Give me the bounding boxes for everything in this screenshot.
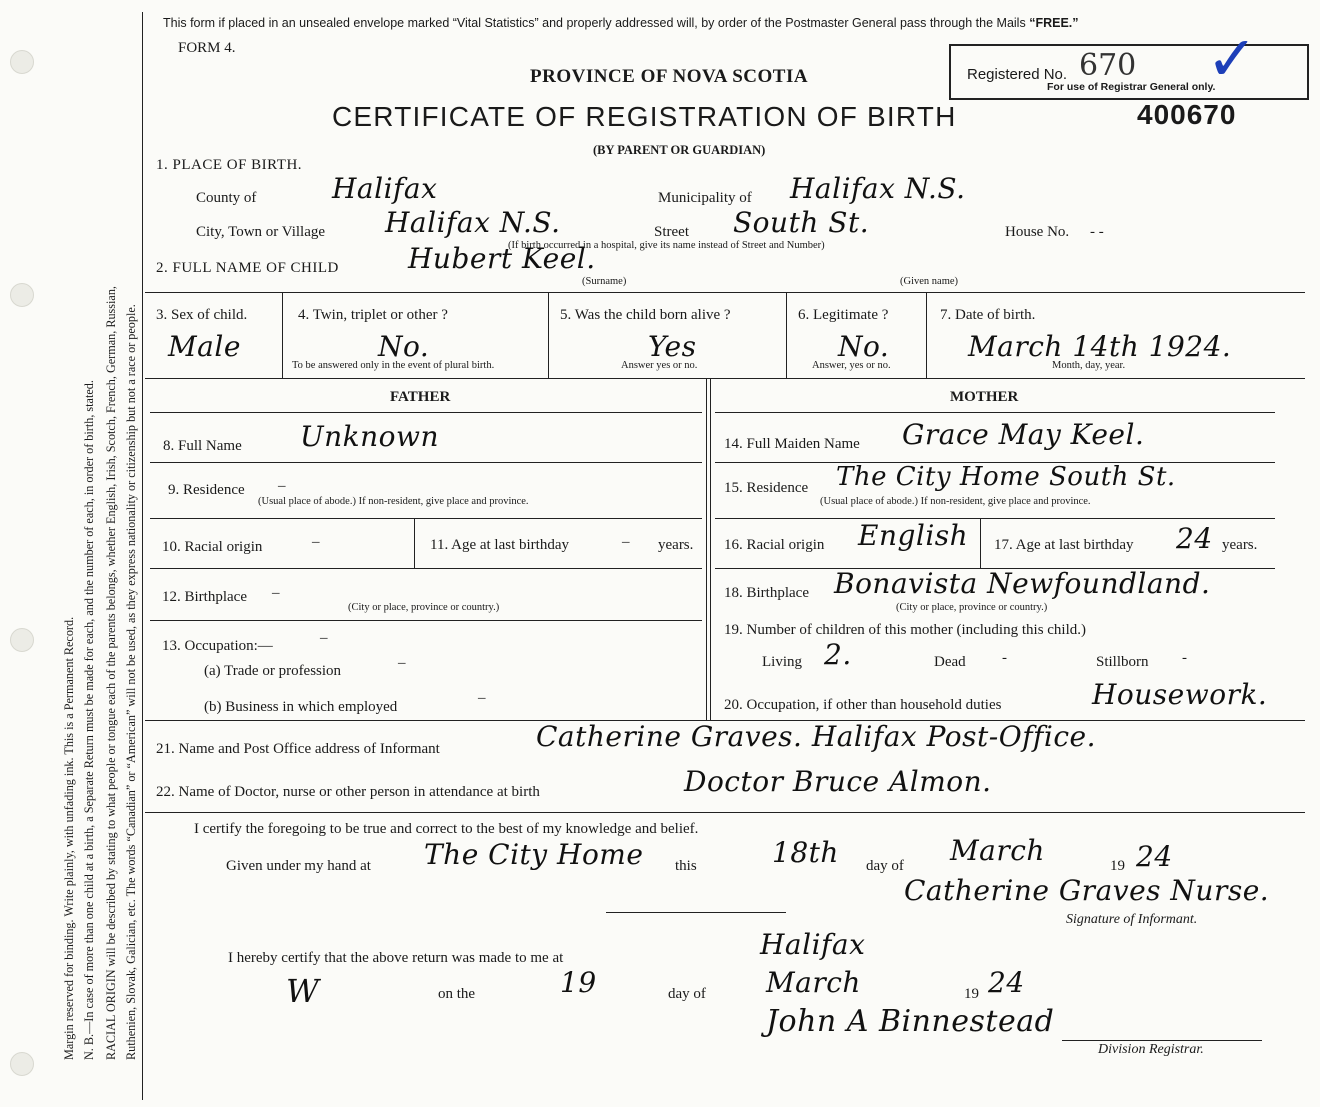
signature-rule (606, 912, 786, 913)
margin-note-3: RACIAL ORIGIN will be described by stating to what people or tongue each of the parents belongs, whether English, Irish, Scotch, French, German, Russian, (104, 286, 118, 1060)
father-residence-note: (Usual place of abode.) If non-resident, give place and province. (258, 496, 529, 507)
attendant-value: Doctor Bruce Almon. (684, 765, 992, 798)
document-subtitle: (BY PARENT OR GUARDIAN) (593, 143, 766, 157)
margin-note-2: N. B.—In case of more than one child at a birth, a Separate Return must be made for each, and the number of each, in order of birth, stated. (82, 380, 96, 1060)
form-number: FORM 4. (178, 40, 236, 56)
this-label: this (675, 858, 697, 874)
registrar-note: For use of Registrar General only. (1047, 81, 1216, 93)
informant-value: Catherine Graves. Halifax Post-Office. (536, 720, 1097, 753)
dead-label: Dead (934, 654, 966, 670)
given-year: 24 (1136, 840, 1173, 873)
dead-value: - (1002, 650, 1007, 666)
mother-age-label: 17. Age at last birthday (994, 537, 1134, 553)
alive-label: 5. Was the child born alive ? (560, 307, 731, 323)
registrar-year: 24 (988, 966, 1025, 999)
registered-label: Registered No. (967, 66, 1068, 83)
binding-hole (10, 1052, 34, 1076)
col-rule-3 (282, 292, 283, 378)
alive-note: Answer yes or no. (621, 360, 698, 371)
rule-headings-m (715, 412, 1275, 413)
margin-note-4: Ruthenien, Slovak, Galician, etc. The words “Canadian” or “American” will not be used, as they express nationality or citizenship but not a race or people. (124, 304, 138, 1060)
rule-headings (150, 412, 702, 413)
child-name-value: Hubert Keel. (408, 242, 596, 275)
center-rule-2 (710, 378, 711, 720)
informant-signature: Catherine Graves Nurse. (904, 874, 1270, 907)
registrar-mark: W (286, 972, 320, 1010)
father-occupation-value: – (320, 630, 328, 646)
registrar-on-the-label: on the (438, 986, 476, 1002)
registrar-signature: John A Binnestead (766, 1004, 1055, 1039)
check-mark-icon: ✓ (1206, 22, 1258, 95)
father-residence-label: 9. Residence (168, 482, 245, 498)
father-heading: FATHER (390, 389, 451, 405)
mother-residence-value: The City Home South St. (836, 462, 1176, 492)
legitimate-value: No. (838, 330, 890, 363)
mother-residence-note: (Usual place of abode.) If non-resident, give place and province. (820, 496, 1091, 507)
place-of-birth-heading: 1. PLACE OF BIRTH. (156, 157, 303, 173)
mother-age-unit: years. (1222, 537, 1258, 553)
given-month: March (950, 834, 1045, 867)
binding-hole (10, 283, 34, 307)
rule-f2 (150, 518, 702, 519)
attendant-label: 22. Name of Doctor, nurse or other person in attendance at birth (156, 784, 540, 800)
living-value: 2. (824, 638, 852, 671)
rule-1 (145, 292, 1305, 293)
postal-notice-text: This form if placed in an unsealed envelope marked “Vital Statistics” and properly addressed will, by order of the Postmaster General pass through the Mails (163, 16, 1026, 30)
mother-birthplace-label: 18. Birthplace (724, 585, 809, 601)
col-rule-4 (548, 292, 549, 378)
col-rule-5 (786, 292, 787, 378)
given-place: The City Home (424, 838, 644, 871)
given-day-of-label: day of (866, 858, 904, 874)
mother-birthplace-value: Bonavista Newfoundland. (834, 567, 1211, 600)
dob-value: March 14th 1924. (968, 330, 1232, 363)
stillborn-label: Stillborn (1096, 654, 1149, 670)
binding-hole (10, 50, 34, 74)
father-trade-label: (a) Trade or profession (204, 663, 342, 679)
signature-caption: Signature of Informant. (1066, 912, 1198, 927)
father-racial-label: 10. Racial origin (162, 539, 263, 555)
registrar-day: 19 (560, 966, 597, 999)
mother-occupation-label: 20. Occupation, if other than household duties (724, 697, 1002, 713)
mother-birthplace-note: (City or place, province or country.) (896, 602, 1048, 613)
rule-2 (145, 378, 1305, 379)
father-name-value: Unknown (300, 420, 439, 453)
father-business-value: – (478, 690, 486, 706)
father-occupation-label: 13. Occupation:— (162, 638, 273, 654)
certify-text: I certify the foregoing to be true and correct to the best of my knowledge and belief. (194, 821, 699, 837)
father-birthplace-value: – (272, 585, 280, 601)
mother-residence-label: 15. Residence (724, 480, 809, 496)
twin-note: To be answered only in the event of plural birth. (292, 360, 495, 371)
center-rule (706, 378, 707, 720)
municipality-value: Halifax N.S. (790, 172, 966, 205)
registrar-place: Halifax (760, 928, 866, 961)
mother-racial-value: English (858, 519, 969, 552)
mother-name-value: Grace May Keel. (902, 418, 1145, 451)
house-value: - - (1090, 224, 1104, 240)
father-birthplace-label: 12. Birthplace (162, 589, 247, 605)
margin-note-1: Margin reserved for binding. Write plainly, with unfading ink. This is a Permanent Record. (62, 616, 76, 1060)
postal-notice (163, 16, 1079, 30)
mother-racial-label: 16. Racial origin (724, 537, 825, 553)
father-name-label: 8. Full Name (163, 438, 242, 454)
mother-occupation-value: Housework. (1092, 678, 1268, 711)
mother-age-value: 24 (1176, 522, 1213, 555)
municipality-label: Municipality of (658, 190, 752, 206)
rule-f3 (150, 568, 702, 569)
mother-name-label: 14. Full Maiden Name (724, 436, 860, 452)
registrar-month: March (766, 966, 861, 999)
legitimate-label: 6. Legitimate ? (798, 307, 889, 323)
father-residence-value: – (278, 478, 286, 494)
living-label: Living (762, 654, 802, 670)
given-year-prefix: 19 (1110, 858, 1125, 874)
registered-number: 670 (1079, 48, 1137, 83)
stamp-number: 400670 (1137, 99, 1237, 130)
postal-notice-free: “FREE.” (1029, 16, 1079, 30)
dob-label: 7. Date of birth. (940, 307, 1036, 323)
father-age-label: 11. Age at last birthday (430, 537, 569, 553)
registrar-day-of-label: day of (668, 986, 706, 1002)
margin-rule (142, 12, 143, 1100)
rule-22 (145, 812, 1305, 813)
given-name-caption: (Given name) (900, 276, 959, 287)
child-name-label: 2. FULL NAME OF CHILD (156, 260, 339, 276)
col-rule-6 (926, 292, 927, 378)
city-value: Halifax N.S. (385, 206, 561, 239)
father-age-unit: years. (658, 537, 694, 553)
legitimate-note: Answer, yes or no. (812, 360, 891, 371)
father-birthplace-note: (City or place, province or country.) (348, 602, 500, 613)
twin-label: 4. Twin, triplet or other ? (298, 307, 448, 323)
province-title: PROVINCE OF NOVA SCOTIA (530, 66, 809, 87)
sex-label: 3. Sex of child. (156, 307, 248, 323)
registrar-rule (1062, 1040, 1262, 1041)
registrar-caption: Division Registrar. (1098, 1042, 1204, 1057)
document-title: CERTIFICATE OF REGISTRATION OF BIRTH (332, 101, 957, 132)
sex-value: Male (168, 330, 241, 363)
rule-m2 (715, 518, 1275, 519)
col-rule-f (414, 518, 415, 568)
given-label: Given under my hand at (226, 858, 371, 874)
city-label: City, Town or Village (196, 224, 326, 240)
county-label: County of (196, 190, 257, 206)
given-day: 18th (772, 836, 839, 869)
dob-note: Month, day, year. (1052, 360, 1126, 371)
mother-children-label: 19. Number of children of this mother (including this child.) (724, 622, 1087, 638)
mother-heading: MOTHER (950, 389, 1019, 405)
father-trade-value: – (398, 655, 406, 671)
house-label: House No. (1005, 224, 1070, 240)
rule-f1 (150, 462, 702, 463)
rule-f4 (150, 620, 702, 621)
county-value: Halifax (332, 172, 438, 205)
stillborn-value: - (1182, 650, 1187, 666)
hospital-note: (If birth occurred in a hospital, give its name instead of Street and Number) (508, 240, 825, 251)
registrar-year-prefix: 19 (964, 986, 979, 1002)
street-label: Street (654, 224, 689, 240)
twin-value: No. (378, 330, 430, 363)
binding-hole (10, 628, 34, 652)
street-value: South St. (733, 206, 870, 239)
father-racial-value: – (312, 534, 320, 550)
col-rule-m (980, 518, 981, 568)
surname-caption: (Surname) (582, 276, 627, 287)
informant-label: 21. Name and Post Office address of Informant (156, 741, 440, 757)
father-business-label: (b) Business in which employed (204, 699, 398, 715)
alive-value: Yes (648, 330, 697, 363)
father-age-value: – (622, 534, 630, 550)
registrar-certify-text: I hereby certify that the above return was made to me at (228, 950, 564, 966)
